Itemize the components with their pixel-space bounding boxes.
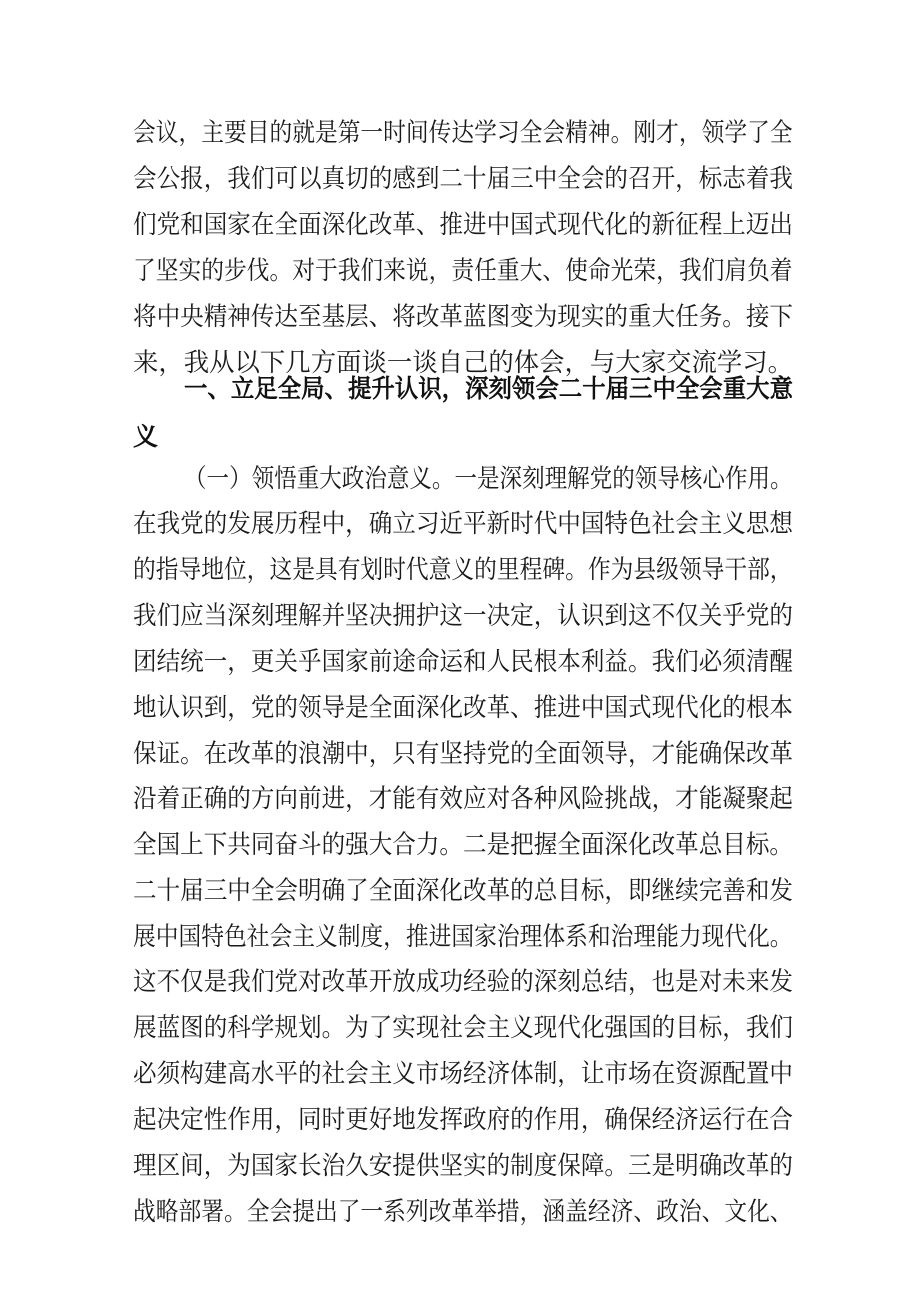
- text-line: （一）领悟重大政治意义。一是深刻理解党的领导核心作用。: [184, 464, 793, 494]
- text-line: 团结统一，更关乎国家前途命运和人民根本利益。我们必须清醒: [133, 647, 794, 677]
- text-line: 我们应当深刻理解并坚决拥护这一决定，认识到这不仅关乎党的: [133, 601, 794, 631]
- text-line: 沿着正确的方向前进，才能有效应对各种风险挑战，才能凝聚起: [133, 784, 794, 814]
- text-line: 地认识到，党的领导是全面深化改革、推进中国式现代化的根本: [133, 693, 794, 723]
- text-line: 保证。在改革的浪潮中，只有坚持党的全面领导，才能确保改革: [133, 739, 794, 769]
- heading-line: 一、立足全局、提升认识，深刻领会二十届三中全会重大意: [184, 374, 794, 403]
- text-line: 必须构建高水平的社会主义市场经济体制，让市场在资源配置中: [133, 1059, 794, 1089]
- text-line: 理区间，为国家长治久安提供坚实的制度保障。三是明确改革的: [133, 1151, 794, 1181]
- text-line: 在我党的发展历程中，确立习近平新时代中国特色社会主义思想: [133, 509, 794, 539]
- text-line: 二十届三中全会明确了全面深化改革的总目标，即继续完善和发: [133, 876, 794, 906]
- text-line: 这不仅是我们党对改革开放成功经验的深刻总结，也是对未来发: [133, 967, 794, 997]
- text-line: 来，我从以下几方面谈一谈自己的体会，与大家交流学习。: [133, 348, 794, 378]
- text-line: 们党和国家在全面深化改革、推进中国式现代化的新征程上迈出: [133, 210, 794, 240]
- text-line: 全国上下共同奋斗的强大合力。二是把握全面深化改革总目标。: [133, 830, 794, 860]
- heading-line: 义: [133, 422, 159, 451]
- text-line: 了坚实的步伐。对于我们来说，责任重大、使命光荣，我们肩负着: [133, 256, 793, 286]
- text-line: 会议，主要目的就是第一时间传达学习全会精神。刚才，领学了全: [133, 118, 793, 148]
- text-line: 展蓝图的科学规划。为了实现社会主义现代化强国的目标，我们: [133, 1013, 794, 1043]
- text-line: 将中央精神传达至基层、将改革蓝图变为现实的重大任务。接下: [133, 302, 794, 332]
- text-line: 会公报，我们可以真切的感到二十届三中全会的召开，标志着我: [133, 164, 794, 194]
- text-line: 展中国特色社会主义制度，推进国家治理体系和治理能力现代化。: [133, 922, 793, 952]
- text-line: 起决定性作用，同时更好地发挥政府的作用，确保经济运行在合: [133, 1105, 794, 1135]
- text-line: 战略部署。全会提出了一系列改革举措，涵盖经济、政治、文化、: [133, 1197, 793, 1227]
- text-line: 的指导地位，这是具有划时代意义的里程碑。作为县级领导干部，: [133, 555, 793, 585]
